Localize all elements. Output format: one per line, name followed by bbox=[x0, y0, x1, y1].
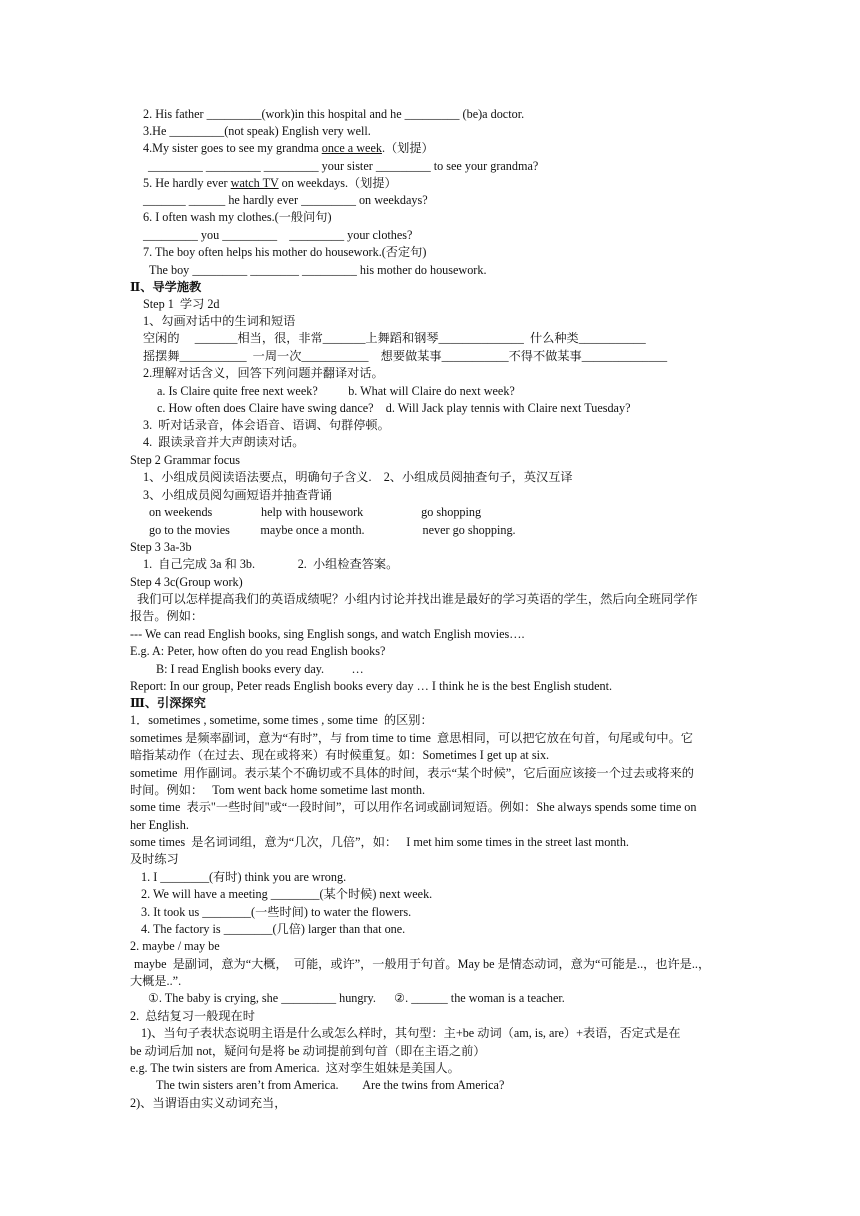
line-text: go to the movies maybe once a month. never go shopping. bbox=[149, 523, 516, 537]
line-text: _______ ______ he hardly ever _________ on weekdays? bbox=[143, 193, 428, 207]
text-line bbox=[130, 765, 694, 781]
text-line bbox=[143, 487, 332, 503]
line-text: The boy _________ ________ _________ his mother do housework. bbox=[149, 263, 487, 277]
line-text: 摇摆舞___________ 一周一次___________ 想要做某事___________不得不做某事______________ bbox=[143, 349, 668, 363]
line-text: ①. The baby is crying, she _________ hungry. ②. ______ the woman is a teacher. bbox=[148, 991, 565, 1005]
text-line bbox=[157, 400, 630, 416]
line-text: 大概是..”. bbox=[130, 974, 182, 988]
text-line bbox=[143, 330, 646, 346]
text-line bbox=[143, 244, 426, 260]
line-text-tail: .（划提） bbox=[381, 141, 434, 155]
text-line bbox=[130, 539, 192, 555]
text-line bbox=[143, 348, 667, 364]
text-line bbox=[134, 956, 710, 972]
section-heading bbox=[130, 695, 206, 711]
text-line bbox=[143, 209, 332, 225]
line-text: 3. It took us ________(一些时间) to water the flowers. bbox=[141, 905, 412, 919]
text-line bbox=[130, 782, 425, 798]
line-text: 1、勾画对话中的生词和短语 bbox=[143, 314, 296, 328]
line-text: 4. The factory is ________(几倍) larger than that one. bbox=[141, 922, 406, 936]
text-line bbox=[148, 990, 565, 1006]
line-text: Step 2 Grammar focus bbox=[130, 453, 240, 467]
text-line bbox=[141, 886, 432, 902]
line-text: 时间。例如： Tom went back home sometime last month. bbox=[130, 783, 425, 797]
line-text: 1、小组成员阅读语法要点，明确句子含义. 2、小组成员阅抽查句子，英汉互译 bbox=[143, 470, 573, 484]
text-line bbox=[143, 365, 384, 381]
text-line bbox=[130, 1060, 460, 1076]
line-text: c. How often does Claire have swing dance? d. Will Jack play tennis with Claire next Tuesday? bbox=[157, 401, 631, 415]
text-line bbox=[143, 417, 390, 433]
line-text: --- We can read English books, sing English songs, and watch English movies…. bbox=[130, 627, 525, 641]
line-text: _________ you _________ _________ your clothes? bbox=[143, 228, 413, 242]
line-text: 2. maybe / may be bbox=[130, 939, 220, 953]
text-line bbox=[143, 106, 524, 122]
line-text: e.g. The twin sisters are from America. 这对孪生姐妹是美国人。 bbox=[130, 1061, 460, 1075]
text-line bbox=[130, 678, 612, 694]
text-line bbox=[141, 869, 346, 885]
text-line bbox=[143, 313, 295, 329]
line-text: 5. He hardly ever bbox=[143, 176, 231, 190]
text-line bbox=[141, 904, 411, 920]
text-line bbox=[130, 799, 696, 815]
text-line bbox=[130, 626, 525, 642]
line-text: Ⅱ、导学施教 bbox=[130, 280, 202, 294]
line-text: Ⅲ、引深探究 bbox=[130, 696, 206, 710]
line-text: some time 表示"一些时间"或“一段时间”，可以用作名词或副词短语。例如：She always spends some time on bbox=[130, 800, 697, 814]
line-text: sometime 用作副词。表示某个不确切或不具体的时间，表示“某个时候”，它后面应该接一个过去或将来的 bbox=[130, 766, 694, 780]
text-line bbox=[156, 661, 364, 677]
line-text: 4. 跟读录音并大声朗读对话。 bbox=[143, 435, 305, 449]
text-line bbox=[143, 227, 412, 243]
text-line bbox=[143, 192, 428, 208]
line-text: be 动词后加 not，疑问句是将 be 动词提前到句首（即在主语之前） bbox=[130, 1044, 486, 1058]
text-line bbox=[130, 643, 385, 659]
line-text: 暗指某动作（在过去、现在或将来）有时候重复。如：Sometimes I get up at six. bbox=[130, 748, 550, 762]
line-text: on weekends help with housework go shopping bbox=[149, 505, 482, 519]
line-text: 报告。例如： bbox=[130, 609, 204, 623]
line-text: sometimes 是频率副词，意为“有时”，与 from time to time 意思相同，可以把它放在句首，句尾或句中。它 bbox=[130, 731, 693, 745]
line-text: E.g. A: Peter, how often do you read English books? bbox=[130, 644, 386, 658]
text-line bbox=[149, 262, 487, 278]
line-text: _________ _________ _________ your sister _________ to see your grandma? bbox=[148, 159, 539, 173]
line-text: 1．sometimes , sometime, some times , some time 的区别： bbox=[130, 713, 433, 727]
line-text: 3.He _________(not speak) English very well. bbox=[143, 124, 371, 138]
line-text: 及时练习 bbox=[130, 852, 179, 866]
line-text: 1. I ________(有时) think you are wrong. bbox=[141, 870, 347, 884]
line-text: 2. His father _________(work)in this hospital and he _________ (be)a doctor. bbox=[143, 107, 525, 121]
text-line bbox=[143, 123, 371, 139]
line-text: 3. 听对话录音，体会语音、语调、句群停顿。 bbox=[143, 418, 390, 432]
line-text: 我们可以怎样提高我们的英语成绩呢？小组内讨论并找出谁是最好的学习英语的学生，然后向全班同学作 bbox=[137, 592, 698, 606]
text-line bbox=[148, 158, 538, 174]
line-text: maybe 是副词，意为“大概， 可能，或许”，一般用于句首。May be 是情态动词，意为“可能是..，也许是..， bbox=[134, 957, 711, 971]
text-line bbox=[130, 608, 203, 624]
line-text: 2.理解对话含义，回答下列问题并翻译对话。 bbox=[143, 366, 384, 380]
text-line bbox=[130, 834, 629, 850]
text-line bbox=[130, 817, 189, 833]
line-text: 4.My sister goes to see my grandma bbox=[143, 141, 322, 155]
text-line bbox=[143, 140, 434, 156]
text-line bbox=[143, 296, 220, 312]
text-line bbox=[130, 747, 549, 763]
text-line bbox=[130, 1095, 286, 1111]
text-line bbox=[130, 973, 181, 989]
line-text-tail: on weekdays.（划提） bbox=[278, 176, 397, 190]
line-text: The twin sisters aren’t from America. Are the twins from America? bbox=[156, 1078, 505, 1092]
line-text: Step 4 3c(Group work) bbox=[130, 575, 243, 589]
line-text: Step 1 学习 2d bbox=[143, 297, 220, 311]
section-heading bbox=[130, 279, 201, 295]
line-text: 7. The boy often helps his mother do housework.(否定句) bbox=[143, 245, 427, 259]
line-text: 6. I often wash my clothes.(一般问句) bbox=[143, 210, 332, 224]
text-line bbox=[130, 938, 220, 954]
line-text: some times 是名词词组，意为“几次，几倍”，如： I met him some times in the street last month. bbox=[130, 835, 629, 849]
line-text: 1)、当句子表状态说明主语是什么或怎么样时，其句型：主+be 动词（am, is, are）+表语，否定式是在 bbox=[141, 1026, 681, 1040]
text-line bbox=[143, 175, 397, 191]
line-text: 空闲的 _______相当，很，非常_______上舞蹈和钢琴______________ 什么种类___________ bbox=[143, 331, 646, 345]
text-line bbox=[143, 469, 573, 485]
line-text: 2)、当谓语由实义动词充当， bbox=[130, 1096, 287, 1110]
text-line bbox=[130, 1008, 255, 1024]
line-text: 3、小组成员阅勾画短语并抽查背诵 bbox=[143, 488, 332, 502]
line-text: a. Is Claire quite free next week? b. What will Claire do next week? bbox=[157, 384, 515, 398]
text-line bbox=[130, 1043, 485, 1059]
line-text: 2. 总结复习一般现在时 bbox=[130, 1009, 255, 1023]
text-line bbox=[130, 851, 179, 867]
text-line bbox=[149, 522, 516, 538]
line-text: 1. 自己完成 3a 和 3b. 2. 小组检查答案。 bbox=[143, 557, 399, 571]
underlined-phrase: once a week bbox=[321, 141, 382, 155]
text-line bbox=[149, 504, 481, 520]
text-line bbox=[157, 383, 515, 399]
line-text: 2. We will have a meeting ________(某个时候) next week. bbox=[141, 887, 433, 901]
text-line bbox=[141, 1025, 680, 1041]
text-line bbox=[141, 921, 405, 937]
line-text: her English. bbox=[130, 818, 189, 832]
line-text: B: I read English books every day. … bbox=[156, 662, 364, 676]
line-text: Step 3 3a-3b bbox=[130, 540, 192, 554]
text-line bbox=[143, 556, 398, 572]
underlined-phrase: watch TV bbox=[230, 176, 279, 190]
text-line bbox=[130, 574, 243, 590]
text-line bbox=[156, 1077, 504, 1093]
text-line bbox=[130, 730, 693, 746]
text-line bbox=[143, 434, 304, 450]
text-line bbox=[137, 591, 698, 607]
line-text: Report: In our group, Peter reads English books every day … I think he is the best English student. bbox=[130, 679, 613, 693]
text-line bbox=[130, 452, 240, 468]
text-line bbox=[130, 712, 433, 728]
